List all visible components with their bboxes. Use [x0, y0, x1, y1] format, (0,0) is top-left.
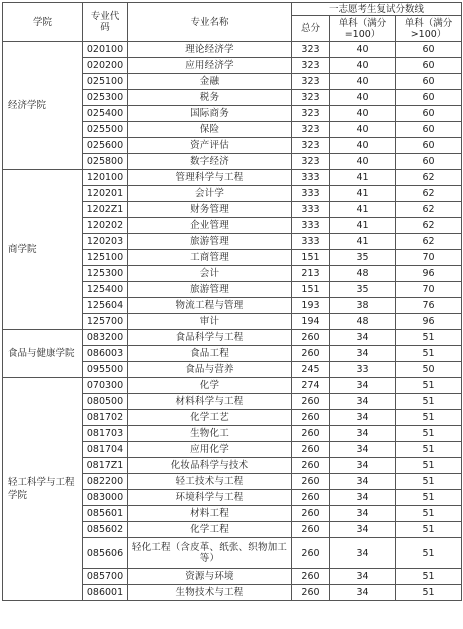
name-cell: 食品科学与工程 [128, 330, 292, 346]
single-gt100-cell: 51 [396, 490, 462, 506]
single-le100-cell: 34 [330, 442, 396, 458]
code-cell: 082200 [83, 474, 128, 490]
single-le100-cell: 33 [330, 362, 396, 378]
total-score-cell: 260 [292, 458, 330, 474]
single-gt100-cell: 60 [396, 90, 462, 106]
total-score-cell: 260 [292, 330, 330, 346]
total-score-cell: 260 [292, 410, 330, 426]
total-score-cell: 260 [292, 522, 330, 538]
total-score-cell: 260 [292, 474, 330, 490]
total-score-cell: 260 [292, 426, 330, 442]
name-cell: 税务 [128, 90, 292, 106]
code-cell: 120202 [83, 218, 128, 234]
name-cell: 生物化工 [128, 426, 292, 442]
single-le100-cell: 41 [330, 186, 396, 202]
single-le100-cell: 40 [330, 154, 396, 170]
single-le100-cell: 35 [330, 250, 396, 266]
single-gt100-cell: 60 [396, 42, 462, 58]
code-cell: 081702 [83, 410, 128, 426]
code-cell: 125604 [83, 298, 128, 314]
code-cell: 125100 [83, 250, 128, 266]
total-score-cell: 323 [292, 154, 330, 170]
total-score-cell: 260 [292, 585, 330, 601]
college-cell: 食品与健康学院 [3, 330, 83, 378]
single-gt100-cell: 60 [396, 58, 462, 74]
name-cell: 化学 [128, 378, 292, 394]
code-cell: 095500 [83, 362, 128, 378]
total-score-cell: 193 [292, 298, 330, 314]
total-score-cell: 333 [292, 186, 330, 202]
code-cell: 085700 [83, 569, 128, 585]
single-gt100-cell: 60 [396, 138, 462, 154]
total-score-cell: 194 [292, 314, 330, 330]
code-cell: 125300 [83, 266, 128, 282]
code-cell: 0817Z1 [83, 458, 128, 474]
single-le100-cell: 34 [330, 538, 396, 569]
name-cell: 保险 [128, 122, 292, 138]
table-row [3, 378, 462, 394]
table-row [3, 42, 462, 58]
header-total: 总分 [292, 16, 330, 42]
single-gt100-cell: 50 [396, 362, 462, 378]
code-cell: 120201 [83, 186, 128, 202]
name-cell: 理论经济学 [128, 42, 292, 58]
single-le100-cell: 40 [330, 90, 396, 106]
code-cell: 120100 [83, 170, 128, 186]
total-score-cell: 323 [292, 122, 330, 138]
single-le100-cell: 40 [330, 42, 396, 58]
name-cell: 化妆品科学与技术 [128, 458, 292, 474]
single-le100-cell: 34 [330, 458, 396, 474]
single-gt100-cell: 62 [396, 218, 462, 234]
single-gt100-cell: 60 [396, 154, 462, 170]
single-le100-cell: 41 [330, 218, 396, 234]
total-score-cell: 333 [292, 218, 330, 234]
single-le100-cell: 34 [330, 474, 396, 490]
name-cell: 食品与营养 [128, 362, 292, 378]
table-row [3, 330, 462, 346]
single-le100-cell: 41 [330, 170, 396, 186]
total-score-cell: 323 [292, 42, 330, 58]
name-cell: 化学工程 [128, 522, 292, 538]
name-cell: 轻化工程（含皮革、纸张、织物加工等） [128, 538, 292, 569]
single-le100-cell: 34 [330, 490, 396, 506]
single-le100-cell: 40 [330, 122, 396, 138]
single-gt100-cell: 62 [396, 170, 462, 186]
single-gt100-cell: 51 [396, 506, 462, 522]
code-cell: 085602 [83, 522, 128, 538]
total-score-cell: 260 [292, 569, 330, 585]
name-cell: 轻工技术与工程 [128, 474, 292, 490]
single-gt100-cell: 51 [396, 410, 462, 426]
header-single-le100: 单科（满分=100） [330, 16, 396, 42]
college-cell: 轻工科学与工程学院 [3, 378, 83, 601]
code-cell: 025600 [83, 138, 128, 154]
single-gt100-cell: 51 [396, 378, 462, 394]
total-score-cell: 274 [292, 378, 330, 394]
name-cell: 金融 [128, 74, 292, 90]
code-cell: 125400 [83, 282, 128, 298]
single-gt100-cell: 60 [396, 106, 462, 122]
total-score-cell: 260 [292, 442, 330, 458]
code-cell: 025800 [83, 154, 128, 170]
single-gt100-cell: 70 [396, 250, 462, 266]
single-le100-cell: 48 [330, 314, 396, 330]
total-score-cell: 245 [292, 362, 330, 378]
single-le100-cell: 40 [330, 58, 396, 74]
code-cell: 083000 [83, 490, 128, 506]
total-score-cell: 323 [292, 138, 330, 154]
total-score-cell: 323 [292, 58, 330, 74]
code-cell: 020100 [83, 42, 128, 58]
single-gt100-cell: 51 [396, 474, 462, 490]
code-cell: 025400 [83, 106, 128, 122]
single-le100-cell: 34 [330, 522, 396, 538]
single-gt100-cell: 62 [396, 234, 462, 250]
code-cell: 120203 [83, 234, 128, 250]
code-cell: 020200 [83, 58, 128, 74]
name-cell: 材料科学与工程 [128, 394, 292, 410]
total-score-cell: 151 [292, 250, 330, 266]
college-cell: 经济学院 [3, 42, 83, 170]
single-gt100-cell: 96 [396, 266, 462, 282]
header-score-group: 一志愿考生复试分数线 [292, 3, 462, 16]
name-cell: 应用化学 [128, 442, 292, 458]
single-gt100-cell: 51 [396, 394, 462, 410]
single-le100-cell: 40 [330, 138, 396, 154]
code-cell: 085606 [83, 538, 128, 569]
header-name: 专业名称 [128, 3, 292, 42]
single-gt100-cell: 76 [396, 298, 462, 314]
single-gt100-cell: 51 [396, 426, 462, 442]
single-gt100-cell: 62 [396, 202, 462, 218]
code-cell: 125700 [83, 314, 128, 330]
code-cell: 080500 [83, 394, 128, 410]
single-gt100-cell: 51 [396, 458, 462, 474]
name-cell: 生物技术与工程 [128, 585, 292, 601]
code-cell: 086001 [83, 585, 128, 601]
name-cell: 化学工艺 [128, 410, 292, 426]
total-score-cell: 260 [292, 506, 330, 522]
name-cell: 应用经济学 [128, 58, 292, 74]
single-gt100-cell: 51 [396, 569, 462, 585]
single-le100-cell: 48 [330, 266, 396, 282]
single-le100-cell: 34 [330, 378, 396, 394]
single-gt100-cell: 51 [396, 442, 462, 458]
code-cell: 025300 [83, 90, 128, 106]
single-gt100-cell: 60 [396, 122, 462, 138]
name-cell: 材料工程 [128, 506, 292, 522]
single-le100-cell: 34 [330, 394, 396, 410]
name-cell: 食品工程 [128, 346, 292, 362]
name-cell: 物流工程与管理 [128, 298, 292, 314]
single-le100-cell: 34 [330, 346, 396, 362]
name-cell: 资源与环境 [128, 569, 292, 585]
name-cell: 旅游管理 [128, 282, 292, 298]
code-cell: 1202Z1 [83, 202, 128, 218]
name-cell: 环境科学与工程 [128, 490, 292, 506]
total-score-cell: 260 [292, 346, 330, 362]
single-le100-cell: 41 [330, 202, 396, 218]
total-score-cell: 323 [292, 74, 330, 90]
college-cell: 商学院 [3, 170, 83, 330]
code-cell: 070300 [83, 378, 128, 394]
code-cell: 083200 [83, 330, 128, 346]
table-body [3, 42, 462, 601]
single-le100-cell: 34 [330, 426, 396, 442]
single-gt100-cell: 51 [396, 522, 462, 538]
score-table [2, 2, 462, 601]
code-cell: 081704 [83, 442, 128, 458]
name-cell: 数字经济 [128, 154, 292, 170]
table-header [3, 3, 462, 42]
header-code: 专业代码 [83, 3, 128, 42]
total-score-cell: 151 [292, 282, 330, 298]
total-score-cell: 323 [292, 90, 330, 106]
code-cell: 086003 [83, 346, 128, 362]
single-le100-cell: 35 [330, 282, 396, 298]
name-cell: 审计 [128, 314, 292, 330]
single-gt100-cell: 96 [396, 314, 462, 330]
header-single-gt100: 单科（满分>100） [396, 16, 462, 42]
single-gt100-cell: 62 [396, 186, 462, 202]
code-cell: 085601 [83, 506, 128, 522]
total-score-cell: 333 [292, 234, 330, 250]
single-le100-cell: 34 [330, 569, 396, 585]
single-le100-cell: 41 [330, 234, 396, 250]
total-score-cell: 260 [292, 538, 330, 569]
total-score-cell: 213 [292, 266, 330, 282]
single-gt100-cell: 51 [396, 330, 462, 346]
code-cell: 025500 [83, 122, 128, 138]
single-le100-cell: 40 [330, 106, 396, 122]
single-le100-cell: 34 [330, 330, 396, 346]
single-gt100-cell: 51 [396, 346, 462, 362]
header-college: 学院 [3, 3, 83, 42]
total-score-cell: 333 [292, 170, 330, 186]
single-le100-cell: 40 [330, 74, 396, 90]
single-gt100-cell: 51 [396, 538, 462, 569]
name-cell: 财务管理 [128, 202, 292, 218]
name-cell: 管理科学与工程 [128, 170, 292, 186]
single-le100-cell: 38 [330, 298, 396, 314]
single-gt100-cell: 70 [396, 282, 462, 298]
code-cell: 081703 [83, 426, 128, 442]
single-le100-cell: 34 [330, 506, 396, 522]
single-gt100-cell: 60 [396, 74, 462, 90]
total-score-cell: 260 [292, 394, 330, 410]
name-cell: 工商管理 [128, 250, 292, 266]
total-score-cell: 333 [292, 202, 330, 218]
single-le100-cell: 34 [330, 585, 396, 601]
name-cell: 资产评估 [128, 138, 292, 154]
single-le100-cell: 34 [330, 410, 396, 426]
name-cell: 会计 [128, 266, 292, 282]
name-cell: 会计学 [128, 186, 292, 202]
name-cell: 企业管理 [128, 218, 292, 234]
code-cell: 025100 [83, 74, 128, 90]
total-score-cell: 260 [292, 490, 330, 506]
single-gt100-cell: 51 [396, 585, 462, 601]
table-row [3, 170, 462, 186]
name-cell: 国际商务 [128, 106, 292, 122]
total-score-cell: 323 [292, 106, 330, 122]
name-cell: 旅游管理 [128, 234, 292, 250]
